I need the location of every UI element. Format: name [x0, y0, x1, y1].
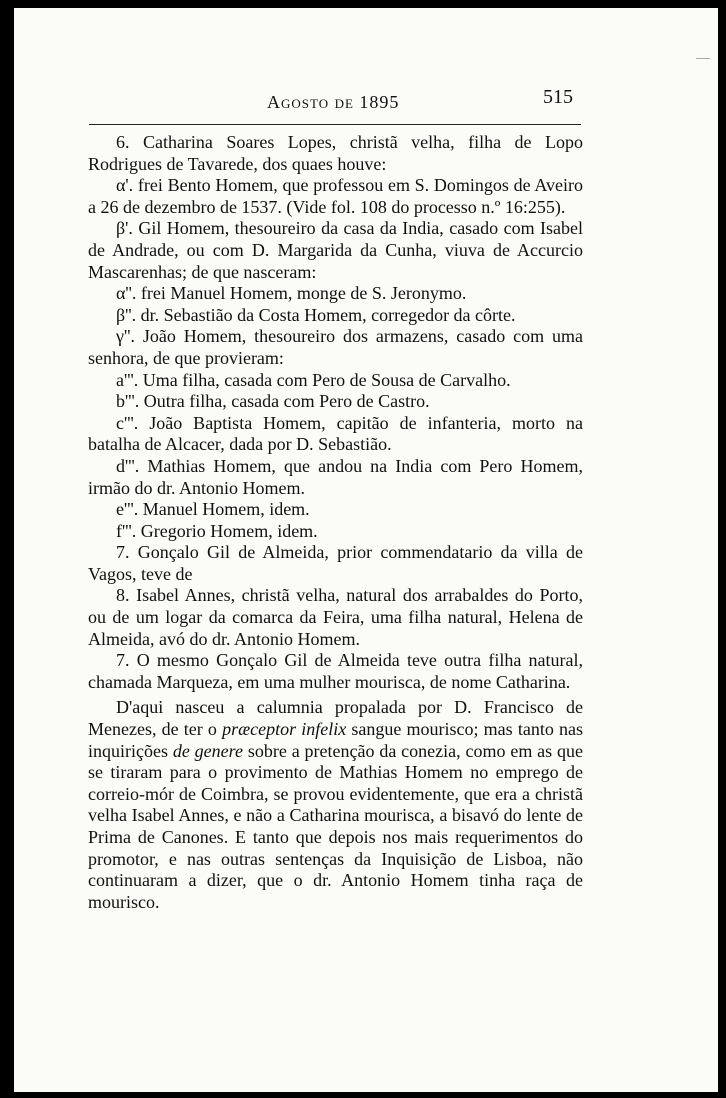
italic-phrase: præceptor infelix	[222, 719, 347, 740]
page-number: 515	[543, 86, 573, 108]
paragraph: c'''. João Baptista Homem, capitão de infanteria, morto na batalha de Alcacer, dada por D. Sebastião.	[88, 412, 583, 455]
paragraph: a'''. Uma filha, casada com Pero de Sousa de Carvalho.	[116, 369, 511, 390]
paragraph: d'''. Mathias Homem, que andou na India com Pero Homem, irmão do dr. Antonio Homem.	[88, 455, 583, 498]
paragraph: β''. dr. Sebastião da Costa Homem, corregedor da côrte.	[116, 304, 516, 325]
closing-text: sobre a pretenção da conezia, como em as que se tiraram para o provimento de Mathias Homem no emprego de correio-mór de Coimbra, se provou evidentemente, que era a christã velha Isabel Annes, e não a Catharina mourisca, a bisavó do lente de Prima de Canones. E tanto que depois nos mais requerimentos do promotor, e nas outras sentenças da Inquisição de Lisboa, não continuaram a dizer, que o dr. Antonio Homem tinha raça de mourisco.	[88, 740, 584, 912]
closing-paragraph	[88, 697, 583, 913]
closing-text: sangue mourisco; mas tanto nas inquirições	[88, 719, 583, 761]
paragraph: e'''. Manuel Homem, idem.	[116, 499, 310, 520]
paragraph: α''. frei Manuel Homem, monge de S. Jeronymo.	[116, 283, 467, 304]
page-edge-mark	[696, 58, 710, 59]
paragraph: 8. Isabel Annes, christã velha, natural dos arrabaldes do Porto, ou de um logar da comarca da Feira, uma filha natural, Helena de Almeida, avó do dr. Antonio Homem.	[88, 585, 583, 649]
paragraph: α'. frei Bento Homem, que professou em S. Domingos de Aveiro a 26 de dezembro de 1537. (Vide fol. 108 do processo n.º 16:255).	[88, 175, 583, 217]
paragraph: 7. Gonçalo Gil de Almeida, prior commendatario da villa de Vagos, teve de	[88, 542, 583, 584]
paragraph: b'''. Outra filha, casada com Pero de Castro.	[116, 391, 430, 412]
header-rule	[89, 124, 581, 125]
book-page	[14, 8, 718, 1092]
body-text	[88, 132, 583, 913]
paragraph: 6. Catharina Soares Lopes, christã velha, filha de Lopo Rodrigues de Tavarede, dos quaes houve:	[88, 132, 583, 174]
paragraph: 7. O mesmo Gonçalo Gil de Almeida teve outra filha natural, chamada Marqueza, em uma mulher mourisca, de nome Catharina.	[88, 650, 583, 692]
running-title: Agosto de 1895	[267, 92, 400, 112]
closing-text: D'aqui nasceu a calumnia propalada por D. Francisco de Menezes, de ter o	[88, 697, 583, 740]
paragraph: f'''. Gregorio Homem, idem.	[116, 520, 318, 541]
paragraph: β'. Gil Homem, thesoureiro da casa da India, casado com Isabel de Andrade, ou com D. Margarida da Cunha, viuva de Accurcio Mascarenhas; de que nasceram:	[88, 218, 583, 282]
paragraph: γ''. João Homem, thesoureiro dos armazens, casado com uma senhora, de que provieram:	[88, 326, 583, 368]
page-header	[89, 84, 583, 118]
italic-phrase: de genere	[172, 740, 243, 761]
